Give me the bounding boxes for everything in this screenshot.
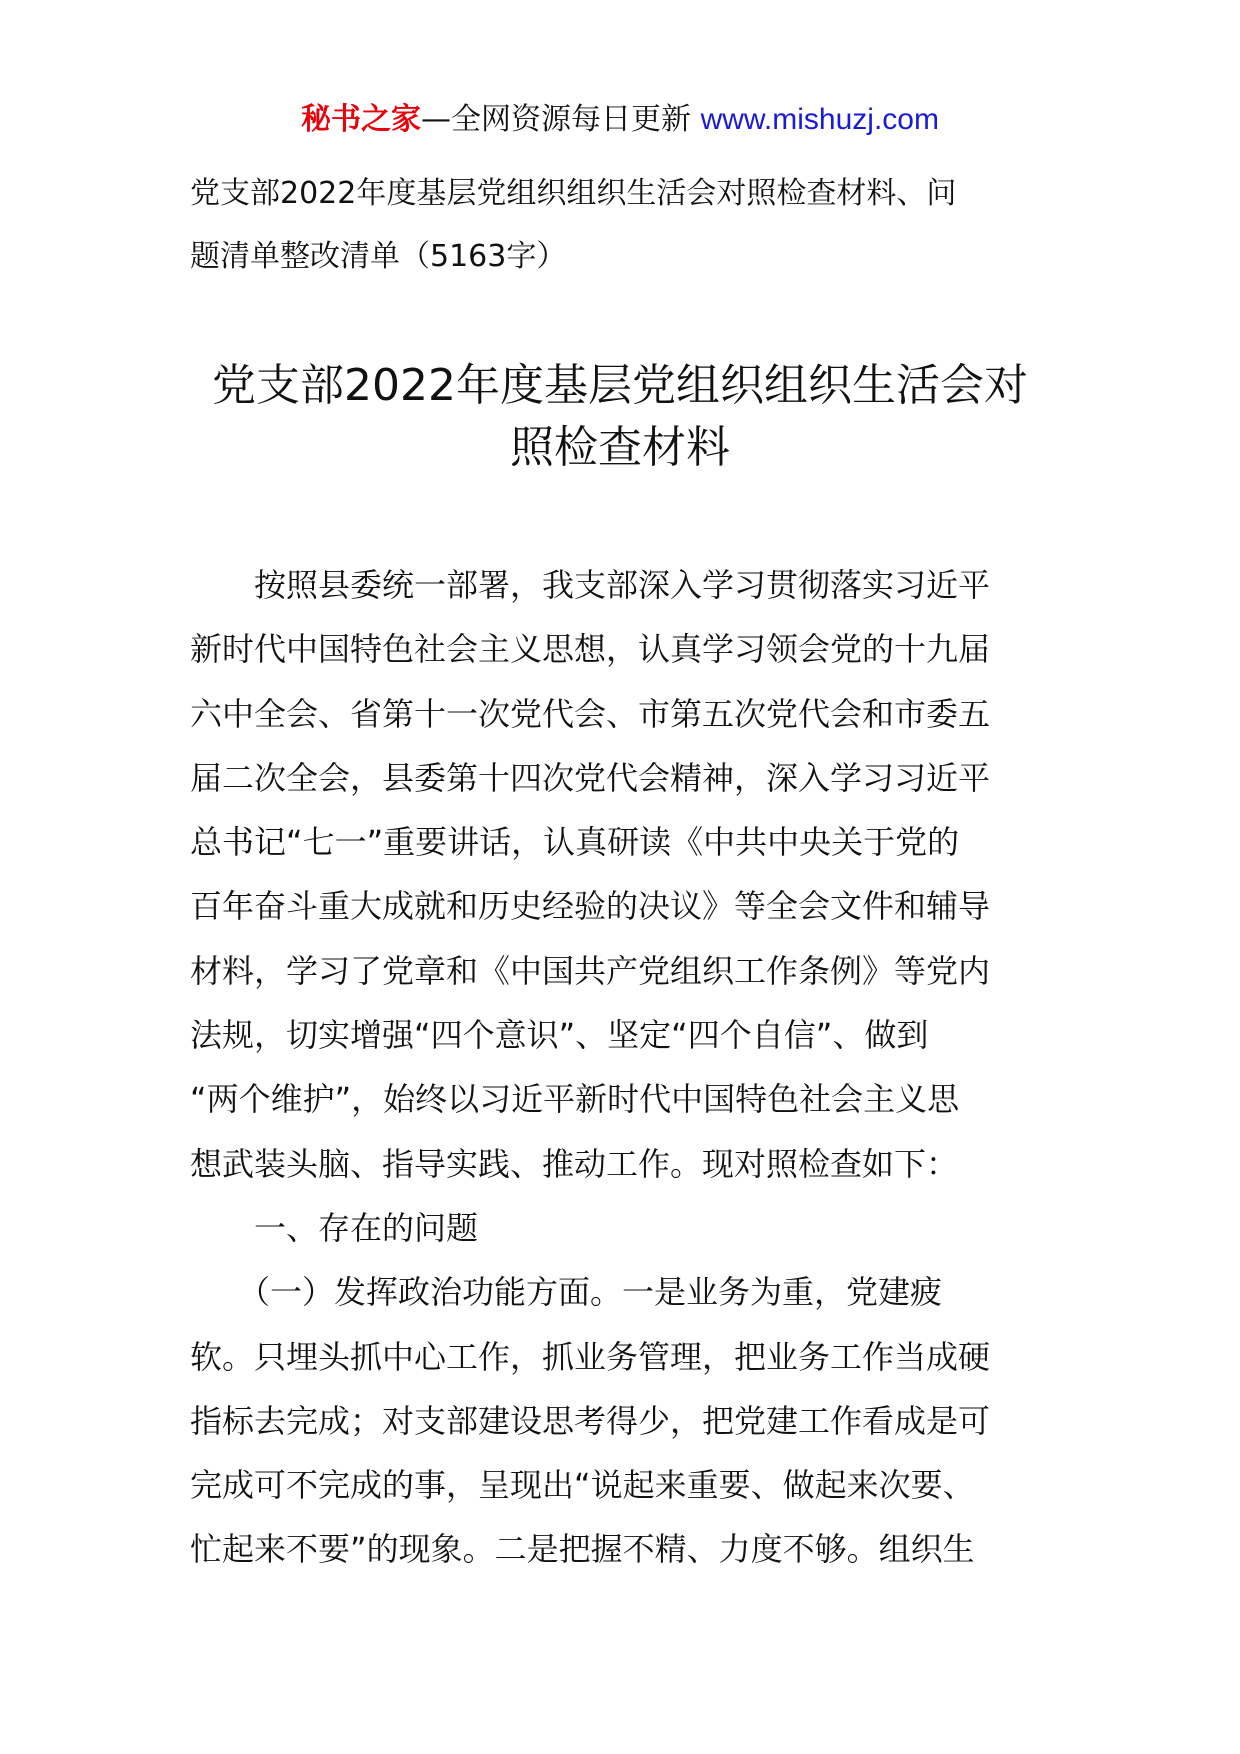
section-heading: 一、存在的问题 [190,1208,479,1247]
body-line: 届二次全会，县委第十四次党代会精神，深入学习习近平 [190,758,991,797]
heading-line: 党支部2022年度基层党组织组织生活会对照检查材料、问 [190,176,957,211]
body-line: 完成可不完成的事，呈现出“说起来重要、做起来次要、 [190,1466,975,1505]
body-line: 新时代中国特色社会主义思想，认真学习领会党的十九届 [190,630,991,669]
body-line: 法规，切实增强“四个意识”、坚定“四个自信”、做到 [190,1016,929,1055]
body-line: “两个维护”，始终以习近平新时代中国特色社会主义思 [190,1080,960,1119]
body-line: 按照县委统一部署，我支部深入学习贯彻落实习近平 [190,566,991,604]
body-text [190,553,1070,1582]
page-title [0,355,1240,479]
body-line: 想武装头脑、指导实践、推动工作。现对照检查如下： [190,1144,959,1183]
body-line: 忙起来不要”的现象。二是把握不精、力度不够。组织生 [190,1530,975,1569]
body-line: 百年奋斗重大成就和历史经验的决议》等全会文件和辅导 [190,887,991,926]
document-heading [190,162,1060,288]
body-line: 六中全会、省第十一次党代会、市第五次党代会和市委五 [190,694,991,733]
site-banner [0,100,1240,140]
body-line: （一）发挥政治功能方面。一是业务为重，党建疲 [190,1273,943,1312]
body-line: 指标去完成；对支部建设思考得少，把党建工作看成是可 [190,1401,991,1440]
body-line: 材料，学习了党章和《中国共产党组织工作条例》等党内 [190,951,991,990]
title-line: 照检查材料 [510,422,730,473]
brand-name: 秘书之家 [301,102,422,137]
site-url[interactable]: www.mishuzj.com [700,103,939,136]
heading-line: 题清单整改清单（5163字） [190,239,567,274]
title-line: 党支部2022年度基层党组织组织生活会对 [212,360,1028,411]
body-line: 软。只埋头抓中心工作，抓业务管理，把业务工作当成硬 [190,1337,991,1376]
banner-tagline: —全网资源每日更新 [421,102,692,137]
body-line: 总书记“七一”重要讲话，认真研读《中共中央关于党的 [190,823,960,862]
